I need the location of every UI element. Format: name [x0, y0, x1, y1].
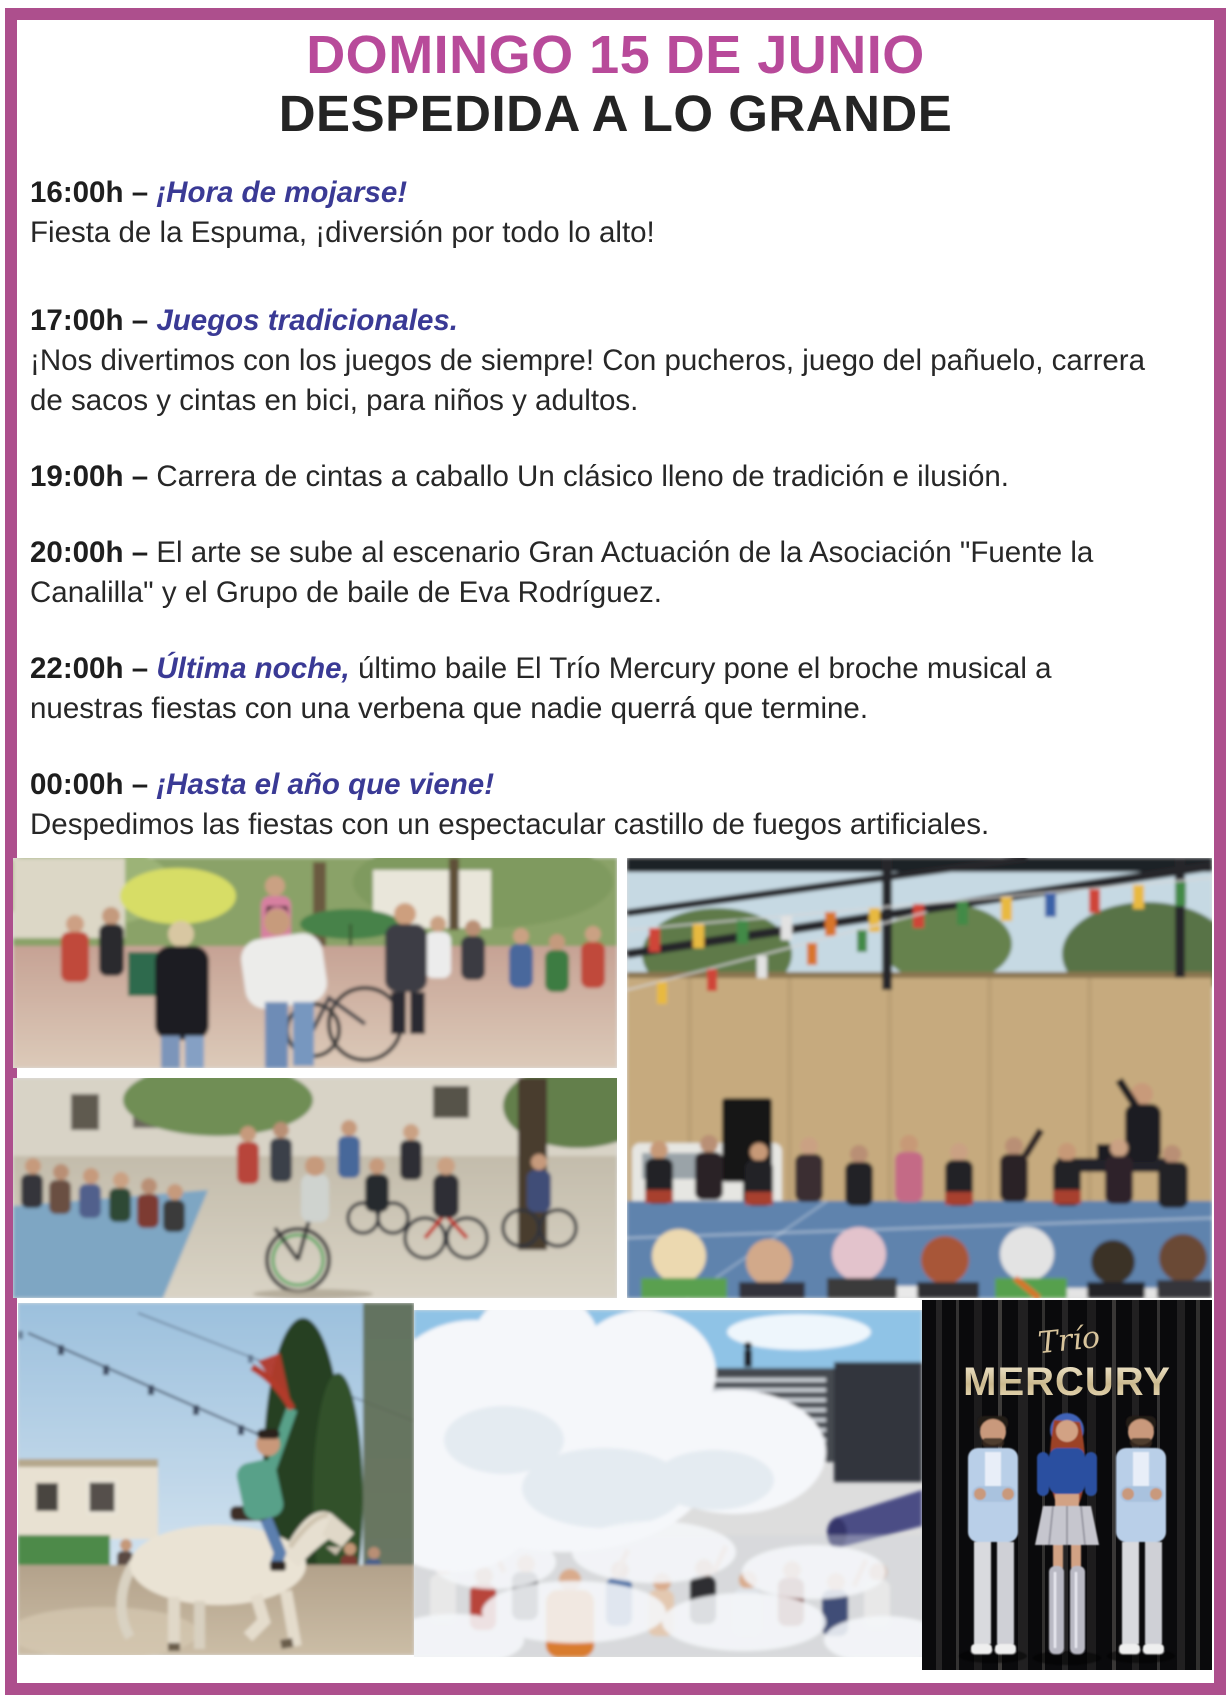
dash-separator: –: [131, 536, 149, 569]
event-time: 22:00h: [30, 652, 124, 685]
event-highlight: ¡Hora de mojarse!: [156, 176, 408, 209]
flyer-header: [0, 26, 1231, 141]
photo-illustration: [627, 858, 1212, 1298]
event-highlight: ¡Hasta el año que viene!: [156, 768, 495, 801]
trio-mercury-poster-photo: [922, 1300, 1212, 1670]
event-highlight: Última noche,: [156, 652, 350, 685]
event-schedule: [30, 173, 1158, 881]
event-text: El arte se sube al escenario Gran Actuación de la Asociación "Fuente la Canalilla" y el Grupo de baile de Eva Rodríguez.: [30, 536, 1094, 609]
dash-separator: –: [131, 652, 149, 685]
street-party-crowd-photo: [13, 858, 617, 1068]
schedule-entry: [30, 649, 1158, 729]
dash-separator: –: [131, 304, 149, 337]
event-text: Carrera de cintas a caballo Un clásico lleno de tradición e ilusión.: [156, 460, 1009, 493]
event-time: 19:00h: [30, 460, 124, 493]
event-time: 00:00h: [30, 768, 124, 801]
photo-illustration: [18, 1303, 414, 1655]
schedule-entry: [30, 457, 1158, 497]
photo-illustration: [922, 1300, 1212, 1670]
dash-separator: –: [131, 176, 149, 209]
kids-bike-race-photo: [13, 1078, 617, 1298]
event-time: 20:00h: [30, 536, 124, 569]
foam-party-photo: [414, 1310, 922, 1657]
photo-illustration: [414, 1310, 922, 1657]
event-time: 17:00h: [30, 304, 124, 337]
mercury-brand-text: MERCURY: [963, 1360, 1171, 1404]
page-subtitle: DESPEDIDA A LO GRANDE: [278, 85, 953, 143]
event-description: Fiesta de la Espuma, ¡diversión por todo lo alto!: [30, 216, 655, 249]
event-highlight: Juegos tradicionales.: [156, 304, 458, 337]
folk-dance-stage-photo: [627, 858, 1212, 1298]
event-text: último baile El Trío Mercury pone el broche musical a nuestras fiestas con una verbena que nadie querrá que termine.: [30, 652, 1052, 725]
horse-ribbon-rider-photo: [18, 1303, 414, 1655]
event-time: 16:00h: [30, 176, 124, 209]
photo-illustration: [13, 858, 617, 1068]
schedule-entry: [30, 301, 1158, 421]
dash-separator: –: [131, 460, 149, 493]
schedule-entry: [30, 533, 1158, 613]
event-description: Despedimos las fiestas con un espectacular castillo de fuegos artificiales.: [30, 808, 990, 841]
schedule-entry: [30, 765, 1158, 845]
photo-illustration: [13, 1078, 617, 1298]
page-title: DOMINGO 15 DE JUNIO: [306, 25, 925, 85]
event-description: ¡Nos divertimos con los juegos de siempre! Con pucheros, juego del pañuelo, carrera de sacos y cintas en bici, para niños y adultos.: [30, 344, 1146, 417]
dash-separator: –: [131, 768, 149, 801]
mercury-script-word: Trío: [1036, 1319, 1102, 1362]
schedule-entry: [30, 173, 1158, 253]
